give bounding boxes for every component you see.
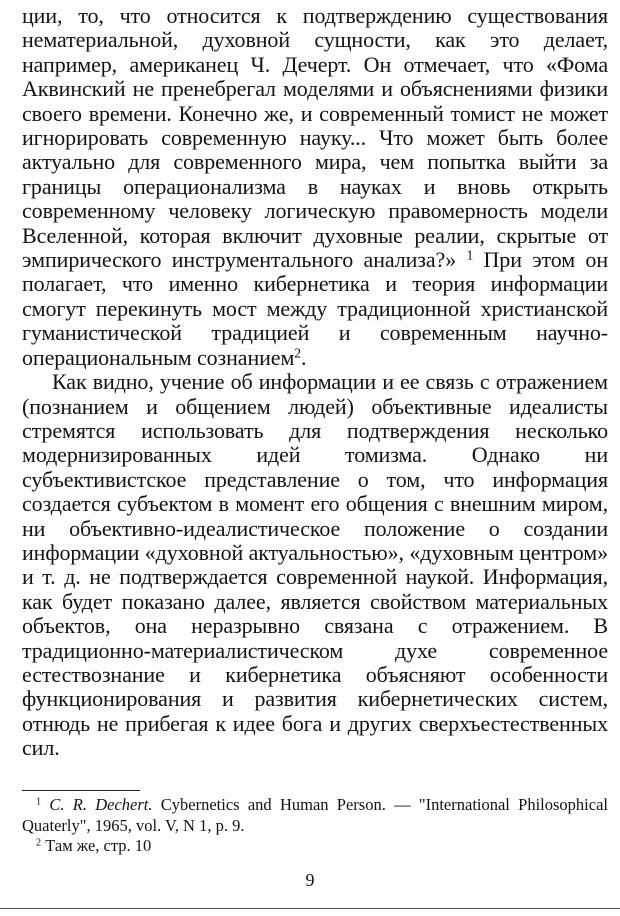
paragraph-1-text: ции, то, что относится к подтверждению существования нематериальной, духовной сущности, как это делает, например, американец Ч. Дечерт. Он отмечает, что «Фома Аквинский не пренебрегал моделями и объяснениями физики своего времени. Конечно же, и современный томист не может игнорировать современную науку... Что может быть более актуально для современного мира, чем попытка выйти за границы операционализма в науках и вновь открыть современному человеку логическую правомерность модели Вселенной, которая включит духовные реалии, скрытые от эмпирического инструментального анализа?» [22,3,608,273]
footnote-1 [22,795,608,836]
footnote-ref-2: 2 [294,345,302,361]
footnote-2-text: Там же, стр. 10 [41,836,152,855]
footnote-1-author: C. R. Dechert. [49,795,153,814]
footnote-separator [22,790,140,791]
footnotes [22,795,608,857]
main-text [22,4,608,761]
footnote-2 [22,836,608,857]
footnote-1-text: Cybernetics and Human Person. — "International Philosophical Quaterly", 1965, vol. V, N 1, p. 9. [22,795,608,835]
footnote-2-mark: 2 [36,837,42,849]
paragraph-1-continuation: При этом он полагает, что именно кибернетика и теория информации смогут перекинуть мост между традиционной христианской гуманистической традицией и современным научно-операциональным сознанием [22,247,608,370]
footnote-ref-1: 1 [466,247,474,263]
footnote-1-mark: 1 [36,796,42,808]
page-bottom-edge [0,908,620,909]
paragraph-1: ции, то, что относится к подтверждению существования нематериальной, духовной сущности, как это делает, например, американец Ч. Дечерт. Он отмечает, что «Фома Аквинский не пренебрегал моделями и объяснениями физики своего времени. Конечно же, и современный томист не может игнорировать современную науку... Что может быть более актуально для современного мира, чем попытка выйти за границы операционализма в науках и вновь открыть современному человеку логическую правомерность модели Вселенной, которая включит духовные реалии, скрытые от эмпирического инструментального анализа?» $^1$ При этом он полагает, что именно кибернетика и теория информации смогут перекинуть мост между традиционной христианской гуманистической традицией и современным научно-операциональным сознанием$^2$. [22,3,608,370]
paragraph-2: Как видно, учение об информации и ее связь с отражением (познанием и общением людей) объективные идеалисты стремятся использовать для подтверждения несколько модернизированных идей томизма. Однако ни субъективистское представление о том, что информация создается субъектом в момент его общения с внешним миром, ни объективно-идеалистическое положение о создании информации «духовной актуальностью», «духовным центром» и т. д. не подтверждается современной наукой. Информация, как будет показано далее, является свойством материальных объектов, она неразрывно связана с отражением. В традиционно-материалистическом духе современное естествознание и кибернетика объясняют особенности функционирования и развития кибернетических систем, отнюдь не прибегая к идее бога и других сверхъестественных сил. [22,369,608,761]
page-number: 9 [305,870,315,890]
